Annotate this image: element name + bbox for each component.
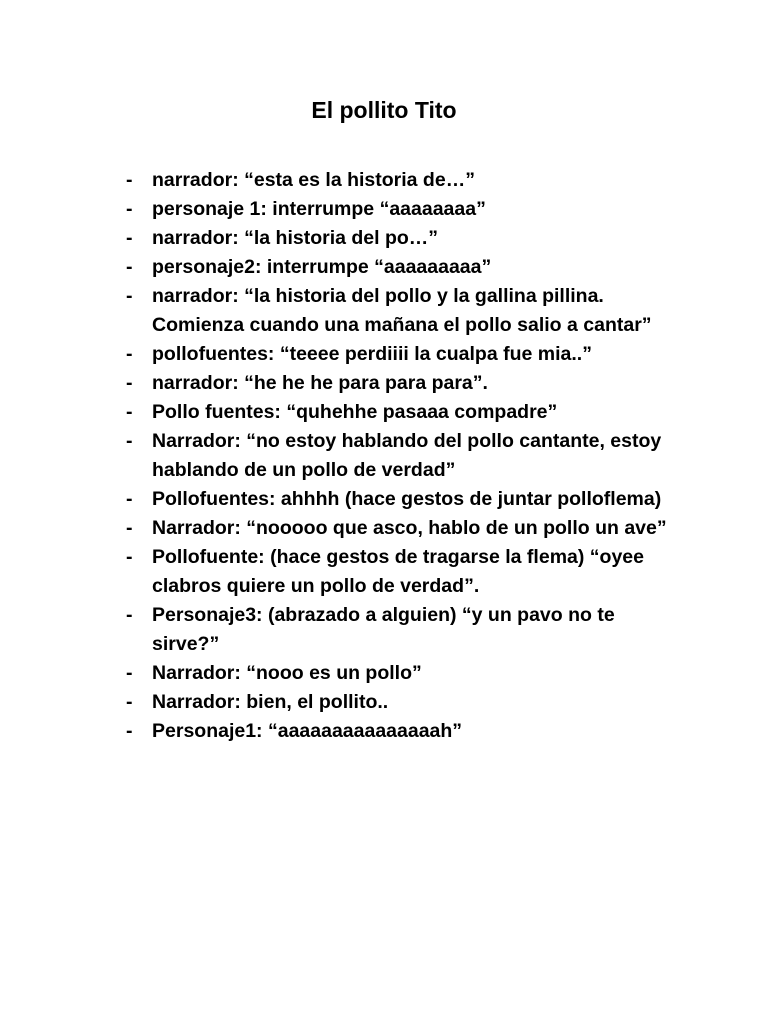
bullet-dash: - (126, 285, 133, 307)
script-line (126, 398, 686, 427)
bullet-dash: - (126, 401, 133, 423)
script-line (126, 688, 686, 717)
script-line-text: narrador: “la historia del pollo y la gallina pillina. Comienza cuando una mañana el pollo salio a cantar” (152, 285, 652, 336)
script-line-text: narrador: “esta es la historia de…” (152, 169, 475, 191)
bullet-dash: - (126, 256, 133, 278)
bullet-dash: - (126, 169, 133, 191)
script-line-text: personaje2: interrumpe “aaaaaaaaa” (152, 256, 492, 278)
bullet-dash: - (126, 662, 133, 684)
script-list (126, 166, 686, 746)
script-line (126, 253, 686, 282)
script-line-text: Pollofuente: (hace gestos de tragarse la flema) “oyee clabros quiere un pollo de verdad”. (152, 546, 644, 597)
script-line-text: personaje 1: interrumpe “aaaaaaaa” (152, 198, 486, 220)
bullet-dash: - (126, 517, 133, 539)
script-line-text: Narrador: “no estoy hablando del pollo cantante, estoy hablando de un pollo de verdad” (152, 430, 662, 481)
script-line (126, 659, 686, 688)
script-line (126, 543, 686, 601)
bullet-dash: - (126, 604, 133, 626)
bullet-dash: - (126, 691, 133, 713)
script-line (126, 340, 686, 369)
script-line-text: pollofuentes: “teeee perdiiii la cualpa fue mia..” (152, 343, 592, 365)
bullet-dash: - (126, 198, 133, 220)
script-line (126, 427, 686, 485)
script-line-text: Narrador: bien, el pollito.. (152, 691, 389, 713)
script-line (126, 195, 686, 224)
bullet-dash: - (126, 372, 133, 394)
script-line-text: Narrador: “nooo es un pollo” (152, 662, 422, 684)
script-line-text: Pollo fuentes: “quhehhe pasaaa compadre” (152, 401, 558, 423)
document-title: El pollito Tito (311, 97, 457, 123)
script-line (126, 514, 686, 543)
bullet-dash: - (126, 546, 133, 568)
bullet-dash: - (126, 430, 133, 452)
script-line-text: Personaje1: “aaaaaaaaaaaaaaah” (152, 720, 463, 742)
script-line (126, 601, 686, 659)
script-line (126, 224, 686, 253)
script-line (126, 282, 686, 340)
script-line-text: Personaje3: (abrazado a alguien) “y un pavo no te sirve?” (152, 604, 615, 655)
script-line-text: narrador: “he he he para para para”. (152, 372, 488, 394)
script-line-text: Pollofuentes: ahhhh (hace gestos de juntar polloflema) (152, 488, 662, 510)
script-line (126, 166, 686, 195)
bullet-dash: - (126, 488, 133, 510)
bullet-dash: - (126, 227, 133, 249)
script-line (126, 485, 686, 514)
script-line-text: narrador: “la historia del po…” (152, 227, 439, 249)
script-line (126, 369, 686, 398)
bullet-dash: - (126, 343, 133, 365)
bullet-dash: - (126, 720, 133, 742)
script-line-text: Narrador: “nooooo que asco, hablo de un pollo un ave” (152, 517, 667, 539)
script-line (126, 717, 686, 746)
